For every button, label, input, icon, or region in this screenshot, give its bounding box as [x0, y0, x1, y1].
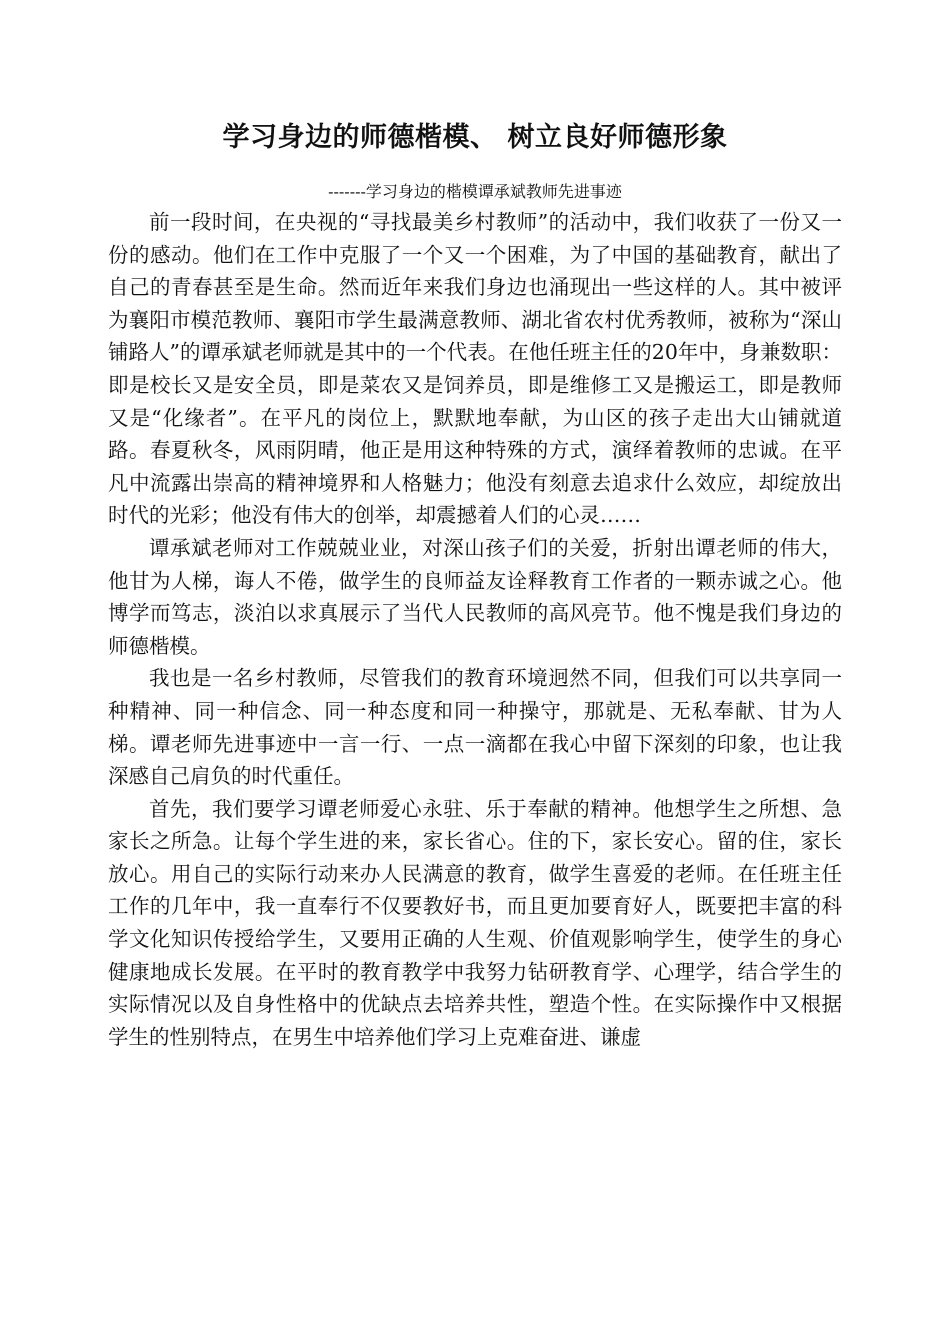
paragraph-1: 前一段时间，在央视的“寻找最美乡村教师”的活动中，我们收获了一份又一份的感动。他们在工作中克服了一个又一个困难，为了中国的基础教育，献出了自己的青春甚至是生命。然而近年来我们身边也涌现出一些这样的人。其中被评为襄阳市模范教师、襄阳市学生最满意教师、湖北省农村优秀教师，被称为“深山铺路人”的谭承斌老师就是其中的一个代表。在他任班主任的20年中，身兼数职：即是校长又是安全员，即是菜农又是饲养员，即是维修工又是搬运工，即是教师又是“化缘者”。在平凡的岗位上，默默地奉献，为山区的孩子走出大山铺就道路。春夏秋冬，风雨阴晴，他正是用这种特殊的方式，演绎着教师的忠诚。在平凡中流露出崇高的精神境界和人格魅力；他没有刻意去追求什么效应，却绽放出时代的光彩；他没有伟大的创举，却震撼着人们的心灵…… [108, 210, 842, 528]
paragraph-4: 首先，我们要学习谭老师爱心永驻、乐于奉献的精神。他想学生之所想、急家长之所急。让每个学生进的来，家长省心。住的下，家长安心。留的住，家长放心。用自己的实际行动来办人民满意的教育，做学生喜爱的老师。在任班主任工作的几年中，我一直奉行不仅要教好书，而且更加要育好人，既要把丰富的科学文化知识传授给学生，又要用正确的人生观、价值观影响学生，使学生的身心健康地成长发展。在平时的教育教学中我努力钻研教育学、心理学，结合学生的实际情况以及自身性格中的优缺点去培养共性，塑造个性。在实际操作中又根据学生的性别特点，在男生中培养他们学习上克难奋进、谦虚 [108, 796, 842, 1049]
document-subtitle: -------学习身边的楷模谭承斌教师先进事迹 [328, 182, 622, 201]
document-body [108, 206, 842, 1053]
document-title: 学习身边的师德楷模、 树立良好师德形象 [222, 122, 728, 153]
paragraph-3: 我也是一名乡村教师，尽管我们的教育环境迥然不同，但我们可以共享同一种精神、同一种信念、同一种态度和同一种操守，那就是、无私奉献、甘为人梯。谭老师先进事迹中一言一行、一点一滴都在我心中留下深刻的印象，也让我深感自己肩负的时代重任。 [108, 666, 842, 789]
paragraph-2: 谭承斌老师对工作兢兢业业，对深山孩子们的关爱，折射出谭老师的伟大，他甘为人梯，诲人不倦，做学生的良师益友诠释教育工作者的一颗赤诚之心。他博学而笃志，淡泊以求真展示了当代人民教师的高风亮节。他不愧是我们身边的师德楷模。 [108, 535, 842, 658]
